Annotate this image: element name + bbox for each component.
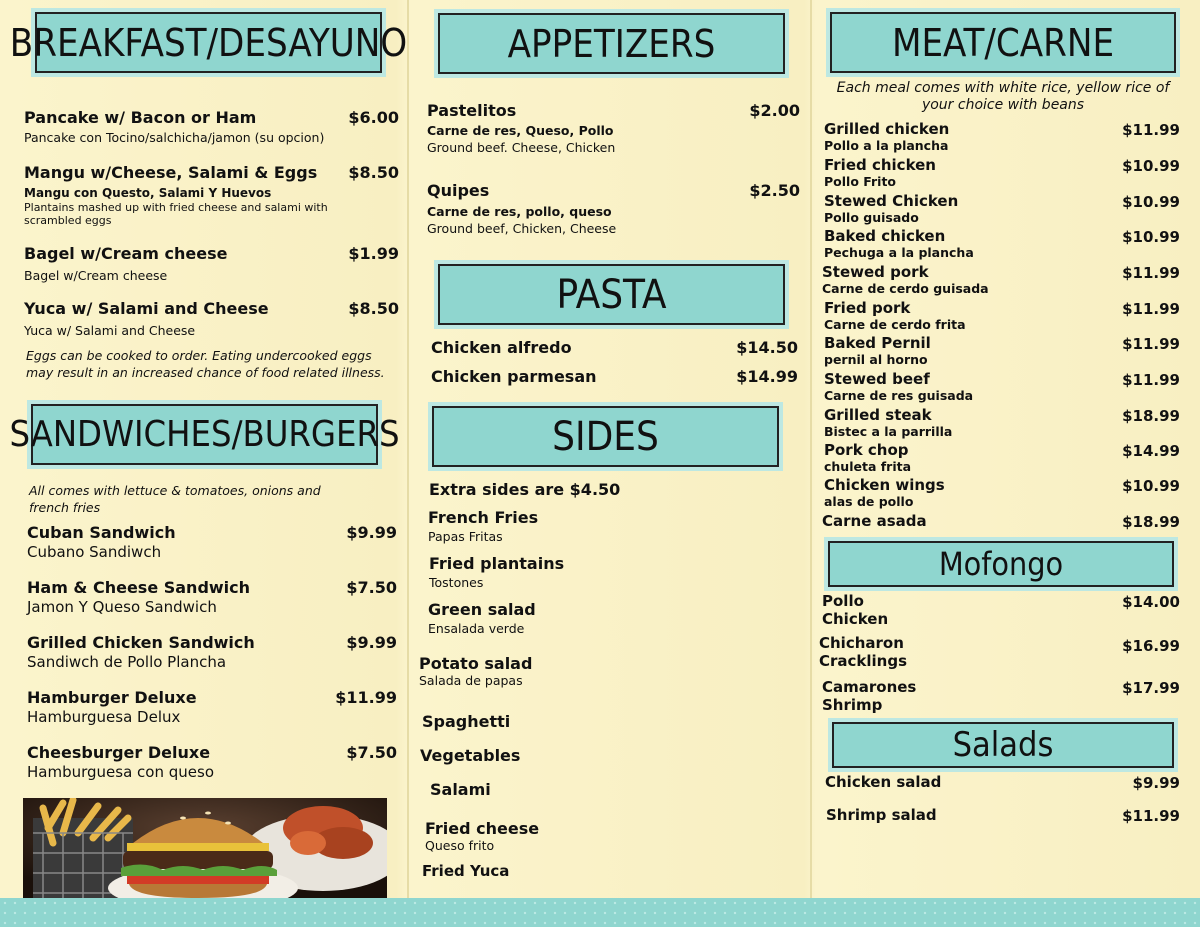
menu-item — [427, 181, 800, 236]
item-desc: scrambled eggs — [24, 214, 112, 227]
item-sub: Pollo a la plancha — [824, 138, 949, 153]
pasta-header — [438, 264, 785, 325]
salad-item — [826, 807, 1180, 824]
meat-item — [824, 228, 1180, 260]
item-name: Green salad — [428, 600, 536, 619]
meat-header — [830, 12, 1176, 73]
item-price: $2.50 — [749, 181, 800, 200]
side-item: Salami — [430, 780, 491, 799]
menu-item — [427, 101, 800, 155]
item-sub: Pollo Frito — [824, 174, 897, 189]
breakfast-header — [9, 12, 408, 73]
side-item — [419, 654, 532, 688]
menu-item — [431, 338, 798, 357]
pasta-title: PASTA — [556, 271, 667, 318]
item-name: Cuban Sandwich — [27, 523, 176, 542]
item-name: Potato salad — [419, 654, 533, 673]
item-desc-es: Carne de res, Queso, Pollo — [427, 123, 614, 138]
menu-item — [27, 688, 397, 726]
note-line: All comes with lettuce & tomatoes, onions and — [29, 483, 321, 498]
item-desc: Salada de papas — [419, 673, 523, 688]
item-name: Fried pork — [824, 299, 911, 317]
mofongo-header — [828, 541, 1174, 587]
item-name: Baked Pernil — [824, 334, 931, 352]
item-sub: Chicken — [822, 610, 889, 628]
item-price: $8.50 — [348, 163, 399, 182]
item-price: $18.99 — [1122, 407, 1180, 425]
item-price: $11.99 — [335, 688, 397, 707]
item-desc: Ground beef, Chicken, Cheese — [427, 221, 617, 236]
item-name: Shrimp salad — [826, 806, 937, 824]
meat-item — [824, 157, 1180, 189]
item-name: Chicharon — [819, 634, 904, 652]
item-price: $6.00 — [348, 108, 399, 127]
item-name: Stewed beef — [824, 370, 930, 388]
mofongo-item — [822, 679, 1180, 714]
item-desc: Plantains mashed up with fried cheese and salami with — [24, 201, 328, 214]
burger-and-fries-image — [23, 798, 387, 898]
egg-warning-note — [26, 347, 385, 381]
item-name: Chicken alfredo — [431, 338, 572, 357]
item-name: Hamburger Deluxe — [27, 688, 197, 707]
side-item — [428, 508, 538, 544]
item-name: Chicken salad — [825, 773, 942, 791]
item-price: $9.99 — [1132, 774, 1180, 792]
menu-item — [27, 633, 397, 671]
item-name: Stewed pork — [822, 263, 929, 281]
item-price: $10.99 — [1122, 477, 1180, 495]
item-desc: Jamon Y Queso Sandwich — [27, 598, 217, 616]
salads-title: Salads — [952, 725, 1054, 765]
item-name: Carne asada — [822, 512, 927, 530]
item-desc: Ground beef. Cheese, Chicken — [427, 140, 616, 155]
item-price: $7.50 — [346, 578, 397, 597]
side-item — [428, 600, 536, 636]
mofongo-item — [822, 593, 1180, 628]
item-desc: Queso frito — [425, 838, 495, 853]
side-item: Spaghetti — [422, 712, 511, 731]
item-desc: Hamburguesa con queso — [27, 763, 214, 781]
item-name: Chicken wings — [824, 476, 945, 494]
item-desc: Ensalada verde — [428, 621, 525, 636]
note-line: Each meal comes with white rice, yellow rice of — [836, 80, 1170, 96]
item-price: $2.00 — [749, 101, 800, 120]
item-name: Yuca w/ Salami and Cheese — [24, 299, 269, 318]
burger-and-fries-photo — [23, 798, 387, 898]
salads-header — [832, 722, 1174, 768]
item-sub: Carne de cerdo frita — [824, 317, 966, 332]
item-price: $14.99 — [736, 367, 798, 386]
item-price: $11.99 — [1122, 335, 1180, 353]
item-desc-es: Mangu con Questo, Salami Y Huevos — [24, 186, 272, 200]
meat-item — [824, 407, 1180, 439]
item-price: $11.99 — [1122, 300, 1180, 318]
fold-line — [407, 0, 409, 898]
item-name: Quipes — [427, 181, 490, 200]
fold-line — [810, 0, 812, 898]
item-name: Baked chicken — [824, 227, 946, 245]
menu-item — [27, 743, 397, 781]
item-desc: Bagel w/Cream cheese — [24, 268, 168, 283]
menu-item — [431, 367, 798, 386]
mofongo-item — [819, 635, 1180, 670]
item-price: $14.99 — [1122, 442, 1180, 460]
meat-item — [824, 442, 1180, 474]
item-price: $14.00 — [1122, 593, 1180, 611]
note-line: may result in an increased chance of food related illness. — [26, 365, 385, 380]
side-item — [429, 554, 564, 590]
meat-item — [824, 371, 1180, 403]
side-item: Fried Yuca — [422, 862, 510, 880]
note-line: your choice with beans — [921, 97, 1085, 113]
meat-item — [822, 513, 1180, 530]
salad-item — [825, 774, 1180, 791]
menu-item — [24, 299, 399, 338]
item-price: $11.99 — [1122, 371, 1180, 389]
item-sub: alas de pollo — [824, 494, 914, 509]
item-name: Cheesburger Deluxe — [27, 743, 211, 762]
item-name: Pork chop — [824, 441, 909, 459]
menu-item — [24, 163, 399, 227]
item-price: $11.99 — [1122, 264, 1180, 282]
decorative-bottom-strip — [0, 898, 1200, 927]
item-sub: chuleta frita — [824, 459, 912, 474]
item-name: Bagel w/Cream cheese — [24, 244, 228, 263]
item-sub: pernil al horno — [824, 352, 928, 367]
item-sub: Bistec a la parrilla — [824, 424, 953, 439]
item-price: $9.99 — [346, 523, 397, 542]
item-price: $17.99 — [1122, 679, 1180, 697]
item-price: $10.99 — [1122, 193, 1180, 211]
item-name: Fried plantains — [429, 554, 565, 573]
sides-title: SIDES — [552, 413, 659, 460]
item-sub: Carne de cerdo guisada — [822, 281, 989, 296]
item-name: Grilled Chicken Sandwich — [27, 633, 255, 652]
item-price: $10.99 — [1122, 228, 1180, 246]
meat-item — [824, 121, 1180, 153]
mofongo-title: Mofongo — [938, 545, 1064, 583]
item-desc: Papas Fritas — [428, 529, 503, 544]
meat-item — [824, 335, 1180, 367]
item-name: Grilled steak — [824, 406, 932, 424]
item-sub: Shrimp — [822, 696, 883, 714]
item-desc: Pancake con Tocino/salchicha/jamon (su opcion) — [24, 130, 325, 145]
meat-item — [824, 300, 1180, 332]
item-desc: Sandiwch de Pollo Plancha — [27, 653, 227, 671]
side-item: Vegetables — [420, 746, 521, 765]
item-price: $7.50 — [346, 743, 397, 762]
item-name: Stewed Chicken — [824, 192, 959, 210]
item-price: $10.99 — [1122, 157, 1180, 175]
side-item — [425, 819, 539, 853]
item-name: Fried chicken — [824, 156, 936, 174]
item-price: $8.50 — [348, 299, 399, 318]
item-name: Grilled chicken — [824, 120, 950, 138]
menu-item — [27, 523, 397, 561]
extra-sides-price: Extra sides are $4.50 — [429, 480, 621, 499]
item-name: Fried cheese — [425, 819, 540, 838]
item-sub: Cracklings — [819, 652, 908, 670]
item-desc: Hamburguesa Delux — [27, 708, 181, 726]
item-desc-es: Carne de res, pollo, queso — [427, 204, 612, 219]
appetizers-title: APPETIZERS — [507, 21, 716, 66]
appetizers-header — [438, 13, 785, 74]
sandwich-note — [29, 482, 321, 516]
item-name: Mangu w/Cheese, Salami & Eggs — [24, 163, 318, 182]
item-price: $11.99 — [1122, 121, 1180, 139]
breakfast-title: BREAKFAST/DESAYUNO — [9, 20, 408, 65]
item-name: Chicken parmesan — [431, 367, 597, 386]
sandwiches-header — [9, 404, 400, 465]
item-price: $14.50 — [736, 338, 798, 357]
item-price: $18.99 — [1122, 513, 1180, 531]
menu-item — [24, 244, 399, 283]
item-name: French Fries — [428, 508, 539, 527]
menu-item — [27, 578, 397, 616]
meat-note — [830, 80, 1176, 114]
item-desc: Tostones — [429, 575, 484, 590]
item-price: $1.99 — [348, 244, 399, 263]
item-sub: Pechuga a la plancha — [824, 245, 974, 260]
item-name: Pastelitos — [427, 101, 517, 120]
sandwiches-title: SANDWICHES/BURGERS — [9, 414, 400, 455]
item-price: $11.99 — [1122, 807, 1180, 825]
item-desc: Cubano Sandiwch — [27, 543, 162, 561]
menu-item — [24, 108, 399, 145]
note-line: Eggs can be cooked to order. Eating undercooked eggs — [26, 348, 372, 363]
item-price: $9.99 — [346, 633, 397, 652]
item-desc: Yuca w/ Salami and Cheese — [24, 323, 196, 338]
meat-item — [822, 264, 1180, 296]
item-price: $16.99 — [1122, 637, 1180, 655]
item-name: Pancake w/ Bacon or Ham — [24, 108, 257, 127]
meat-item — [824, 477, 1180, 509]
item-name: Camarones — [822, 678, 917, 696]
item-name: Ham & Cheese Sandwich — [27, 578, 251, 597]
meat-item — [824, 193, 1180, 225]
note-line: french fries — [29, 500, 101, 515]
meat-title: MEAT/CARNE — [891, 20, 1115, 65]
item-name: Pollo — [822, 592, 864, 610]
sides-header — [432, 406, 779, 467]
item-sub: Pollo guisado — [824, 210, 919, 225]
item-sub: Carne de res guisada — [824, 388, 974, 403]
